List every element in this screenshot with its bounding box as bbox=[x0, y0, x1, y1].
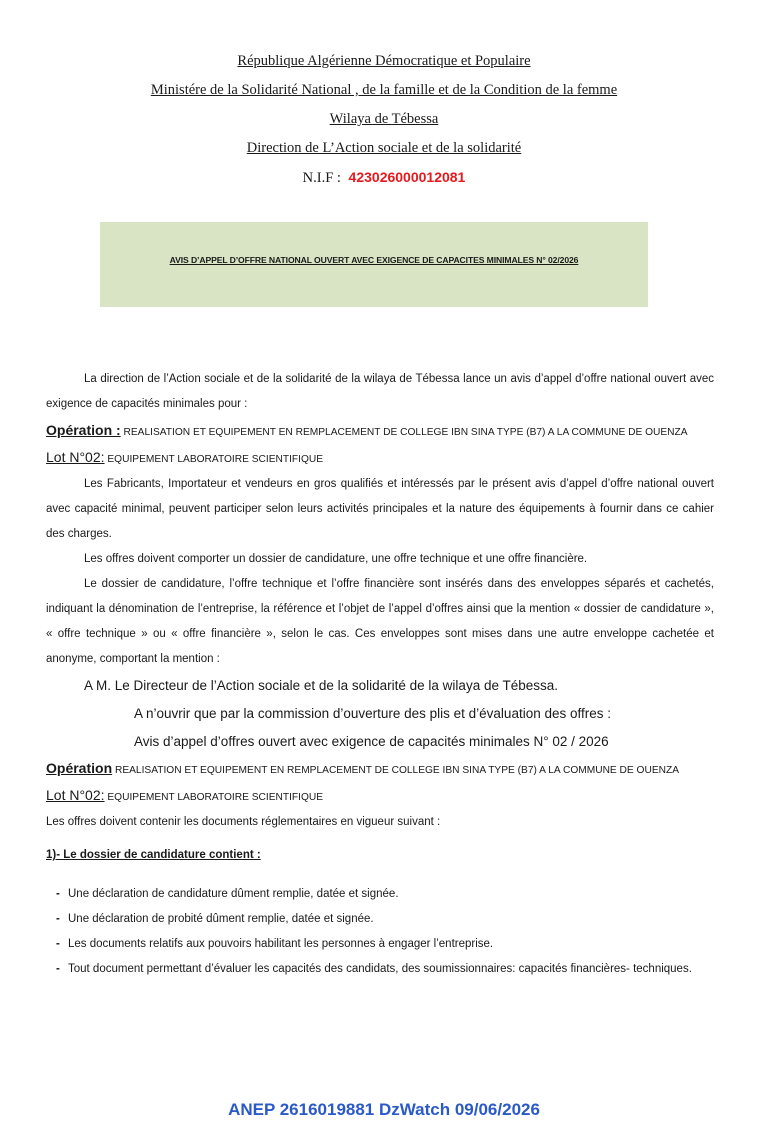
operation-2-text: REALISATION ET EQUIPEMENT EN REMPLACEMENT DE COLLEGE IBN SINA TYPE (B7) A LA COMMUNE DE OUENZA bbox=[112, 765, 679, 776]
list-item: - Les documents relatifs aux pouvoirs habilitant les personnes à engager l’entreprise. bbox=[56, 932, 714, 957]
nif-value: 423026000012081 bbox=[348, 169, 466, 185]
list-item: - Tout document permettant d’évaluer les capacités des candidats, des soumissionnaires: capacités financières- techniques. bbox=[56, 957, 714, 982]
nif-label: N.I.F : bbox=[302, 170, 341, 186]
address-line-2: A n’ouvrir que par la commission d’ouverture des plis et d’évaluation des offres : bbox=[134, 706, 612, 721]
operation-2-label: Opération bbox=[46, 760, 113, 776]
contenir-paragraph: Les offres doivent contenir les documents réglementaires en vigueur suivant : bbox=[46, 816, 441, 828]
letterhead bbox=[0, 50, 768, 189]
document-body bbox=[46, 367, 714, 982]
address-line-1: A M. Le Directeur de l’Action sociale et de la solidarité de la wilaya de Tébessa. bbox=[84, 678, 559, 693]
republic-line: République Algérienne Démocratique et Populaire bbox=[237, 53, 531, 69]
intro-paragraph: La direction de l’Action sociale et de la solidarité de la wilaya de Tébessa lance un avis d’appel d’offre national ouvert avec exigence de capacités minimales pour : bbox=[46, 373, 714, 410]
dossier-paragraph: Le dossier de candidature, l’offre technique et l’offre financière sont insérés dans des enveloppes séparés et cachetés, indiquant la dénomination de l’entreprise, la référence et l’objet de l’appel d’offres ainsi que la mention « dossier de candidature », « offre technique » ou « offre financière », selon le cas. Ces enveloppes sont mises dans une autre enveloppe cachetée et anonyme, comportant la mention : bbox=[46, 578, 714, 665]
wilaya-line: Wilaya de Tébessa bbox=[329, 111, 439, 127]
lot-1-text: EQUIPEMENT LABORATOIRE SCIENTIFIQUE bbox=[104, 454, 324, 465]
operation-1 bbox=[46, 418, 714, 445]
fabricants-paragraph: Les Fabricants, Importateur et vendeurs en gros qualifiés et intéressés par le présent avis d’appel d’offre national ouvert avec capacité minimal, peuvent participer selon leurs activités principales et la nature des équipements à fournir dans ce cahier des charges. bbox=[46, 478, 714, 540]
nif-line bbox=[0, 166, 768, 189]
operation-1-text: REALISATION ET EQUIPEMENT EN REMPLACEMENT DE COLLEGE IBN SINA TYPE (B7) A LA COMMUNE DE OUENZA bbox=[120, 427, 688, 438]
offres-paragraph: Les offres doivent comporter un dossier de candidature, une offre technique et une offre financière. bbox=[84, 553, 588, 565]
address-line-3: Avis d’appel d’offres ouvert avec exigence de capacités minimales N° 02 / 2026 bbox=[134, 734, 609, 749]
operation-2 bbox=[46, 756, 714, 783]
list-item: - Une déclaration de candidature dûment remplie, datée et signée. bbox=[56, 882, 714, 907]
section-1-title: 1)- Le dossier de candidature contient : bbox=[46, 849, 261, 861]
lot-2-text: EQUIPEMENT LABORATOIRE SCIENTIFIQUE bbox=[104, 792, 324, 803]
lot-1-label: Lot N°02: bbox=[46, 449, 105, 465]
list-item: - Une déclaration de probité dûment remplie, datée et signée. bbox=[56, 907, 714, 932]
operation-1-label: Opération : bbox=[46, 422, 121, 438]
footer-reference: ANEP 2616019881 DzWatch 09/06/2026 bbox=[228, 1100, 540, 1119]
direction-line: Direction de L’Action sociale et de la solidarité bbox=[246, 140, 522, 156]
avis-title: AVIS D’APPEL D’OFFRE NATIONAL OUVERT AVEC EXIGENCE DE CAPACITES MINIMALES N° 02/2026 bbox=[169, 255, 579, 265]
lot-2 bbox=[46, 783, 714, 810]
section-1-list bbox=[46, 882, 714, 982]
lot-2-label: Lot N°02: bbox=[46, 787, 105, 803]
lot-1 bbox=[46, 445, 714, 472]
avis-title-box bbox=[100, 222, 648, 307]
ministry-line: Ministére de la Solidarité National , de la famille et de la Condition de la femme bbox=[150, 82, 618, 98]
